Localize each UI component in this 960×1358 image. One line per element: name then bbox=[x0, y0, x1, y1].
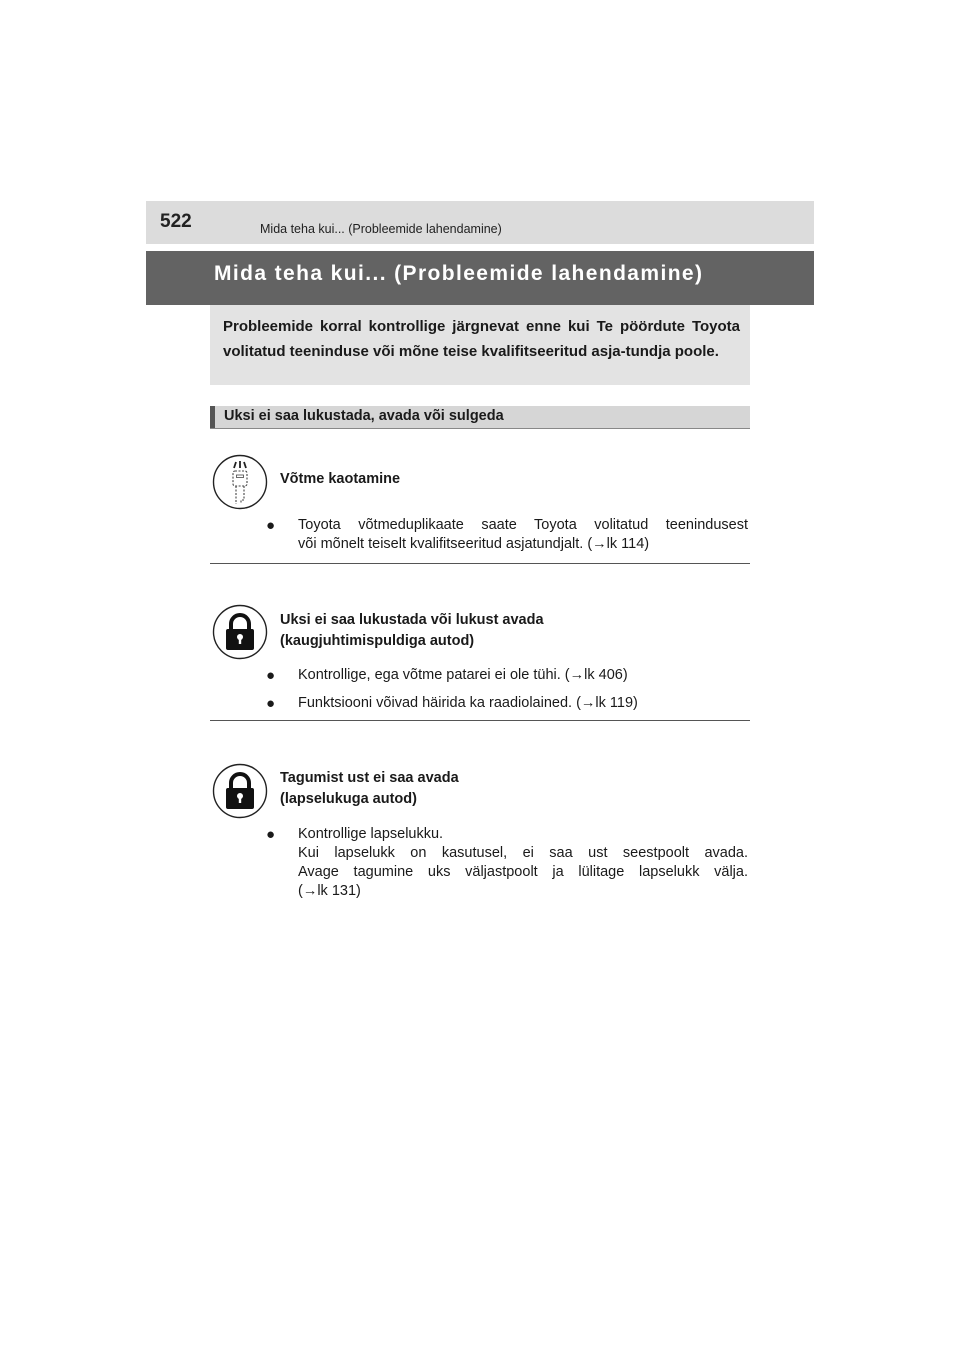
intro-text: Probleemide korral kontrollige järgnevat enne kui Te pöördute Toyota volitatud teeninduse või mõne teise kvalifitseeritud asja-tundja poole. bbox=[223, 318, 740, 360]
item-1-heading bbox=[280, 469, 400, 490]
section-title: Uksi ei saa lukustada, avada või sulgeda bbox=[224, 408, 504, 424]
bullet-line: Kontrollige lapselukku. bbox=[298, 826, 444, 842]
padlock-icon bbox=[212, 763, 268, 819]
section-accent bbox=[210, 406, 215, 428]
item-3-heading bbox=[280, 768, 459, 810]
item-1-bullet-text bbox=[298, 516, 748, 554]
bullet-line: Kui lapselukk on kasutusel, ei saa ust seestpoolt avada. bbox=[298, 845, 748, 861]
bullet-dot: ● bbox=[266, 517, 276, 534]
item-2-bullet-text: Kontrollige, ega võtme patarei ei ole tühi. (→lk 406) bbox=[298, 667, 628, 683]
chapter-title: Mida teha kui... (Probleemide lahendamine) bbox=[214, 262, 704, 285]
bullet-dot: ● bbox=[266, 695, 276, 712]
bullet-line: või mõnelt teiselt kvalifitseeritud asjatundjalt. (→lk 114) bbox=[298, 536, 650, 552]
running-header bbox=[146, 201, 814, 244]
item-1-heading-line: Võtme kaotamine bbox=[280, 471, 401, 487]
item-2-bullet-text: Funktsiooni võivad häirida ka raadiolained. (→lk 119) bbox=[298, 695, 638, 711]
divider bbox=[210, 720, 750, 721]
item-3-heading-line: (lapselukuga autod) bbox=[280, 791, 417, 807]
divider bbox=[210, 563, 750, 564]
page-number: 522 bbox=[160, 211, 192, 232]
item-2-heading bbox=[280, 610, 544, 652]
bullet-line: Avage tagumine uks väljastpoolt ja lülitage lapselukk välja. bbox=[298, 864, 748, 880]
item-2-heading-line: Uksi ei saa lukustada või lukust avada bbox=[280, 612, 544, 628]
chapter-title-band bbox=[146, 251, 814, 305]
item-2-heading-line: (kaugjuhtimispuldiga autod) bbox=[280, 633, 475, 649]
section-header bbox=[210, 406, 750, 429]
bullet-line: Toyota võtmeduplikaate saate Toyota volitatud teenindusest bbox=[298, 517, 748, 533]
item-3-bullet-text bbox=[298, 825, 748, 901]
running-title: Mida teha kui... (Probleemide lahendamine) bbox=[260, 222, 502, 236]
bullet-line: (→lk 131) bbox=[298, 883, 361, 899]
bullet-dot: ● bbox=[266, 826, 276, 843]
padlock-icon bbox=[212, 604, 268, 660]
bullet-dot: ● bbox=[266, 667, 276, 684]
lost-key-icon bbox=[212, 454, 268, 510]
intro-box bbox=[210, 305, 750, 385]
item-3-heading-line: Tagumist ust ei saa avada bbox=[280, 770, 459, 786]
